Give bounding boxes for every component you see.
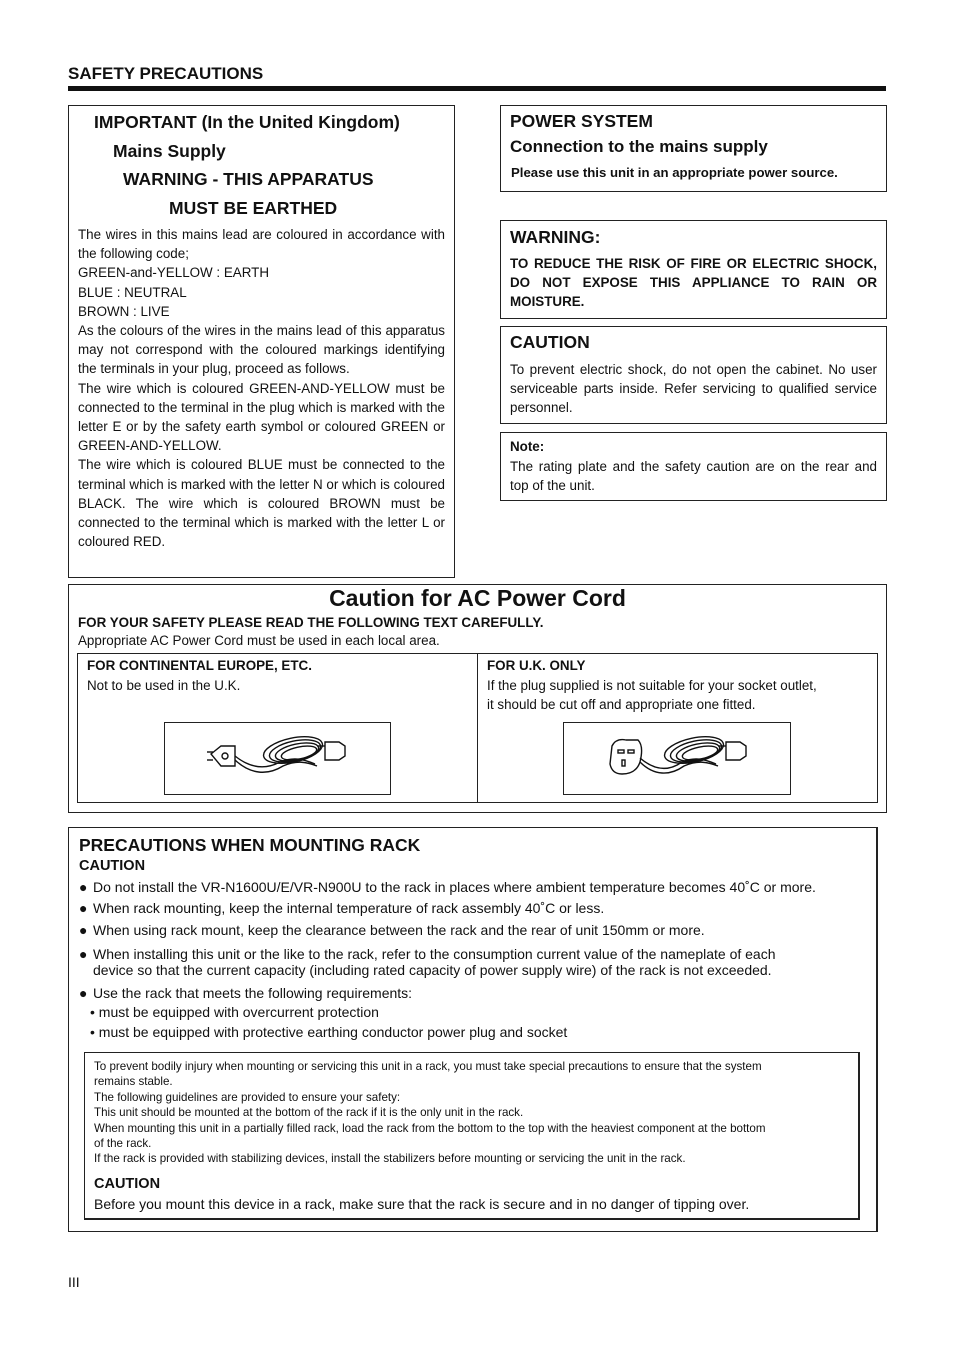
note-title: Note:: [510, 439, 545, 454]
important-code-live: BROWN : LIVE: [78, 303, 170, 319]
important-paragraph-1: The wires in this mains lead are coloured in accordance with the following code;: [78, 227, 445, 262]
section-title: SAFETY PRECAUTIONS: [68, 64, 264, 83]
uk-text-line-2: it should be cut off and appropriate one fitted.: [487, 697, 756, 712]
warning-box: [500, 220, 887, 319]
uk-power-cord-icon: [606, 728, 756, 782]
important-line-3: WARNING - THIS APPARATUS: [123, 169, 374, 189]
rack-stability-text: [94, 1059, 854, 1167]
caution-box: [500, 326, 887, 424]
power-system-box: [500, 105, 887, 192]
warning-title: WARNING:: [510, 227, 601, 247]
warning-text: TO REDUCE THE RISK OF FIRE OR ELECTRIC SHOCK, DO NOT EXPOSE THIS APPLIANCE TO RAIN OR MOISTURE.: [510, 256, 877, 310]
important-line-1: IMPORTANT (In the United Kingdom): [94, 112, 400, 132]
important-uk-box: [68, 105, 455, 578]
important-code-neutral: BLUE : NEUTRAL: [78, 284, 187, 300]
europe-text: Not to be used in the U.K.: [87, 678, 241, 693]
important-code-earth: GREEN-and-YELLOW : EARTH: [78, 265, 269, 281]
important-body: [78, 225, 445, 551]
bullet-dot-icon: ●: [79, 900, 88, 916]
europe-power-cord-icon: [205, 728, 355, 782]
ac-cord-title: Caution for AC Power Cord: [329, 585, 626, 611]
bullet-dot-icon: ●: [79, 879, 88, 895]
ac-cord-subtitle: FOR YOUR SAFETY PLEASE READ THE FOLLOWING TEXT CAREFULLY.: [78, 615, 544, 630]
rack-sub-bullet-2: • must be equipped with protective earthing conductor power plug and socket: [90, 1024, 568, 1040]
europe-title: FOR CONTINENTAL EUROPE, ETC.: [87, 658, 312, 673]
inner-caution-title: CAUTION: [94, 1176, 161, 1192]
rack-caution-label: CAUTION: [79, 858, 146, 874]
important-line-4: MUST BE EARTHED: [169, 198, 338, 218]
bullet-dot-icon: ●: [79, 985, 88, 1001]
rack-sub-bullet-1: • must be equipped with overcurrent protection: [90, 1004, 379, 1020]
rack-title: PRECAUTIONS WHEN MOUNTING RACK: [79, 835, 421, 855]
page-number: III: [68, 1274, 80, 1290]
power-system-text: Please use this unit in an appropriate power source.: [511, 165, 838, 180]
uk-text-line-1: If the plug supplied is not suitable for your socket outlet,: [487, 678, 817, 693]
stability-line-4b: of the rack.: [94, 1137, 152, 1151]
stability-line-4a: When mounting this unit in a partially filled rack, load the rack from the bottom to the top with the heaviest component at the bottom: [94, 1121, 766, 1135]
cord-table-divider: [477, 653, 478, 803]
inner-caution-text: Before you mount this device in a rack, make sure that the rack is secure and in no danger of tipping over.: [94, 1196, 750, 1212]
important-line-2: Mains Supply: [113, 141, 226, 161]
ac-cord-intro: Appropriate AC Power Cord must be used in each local area.: [78, 633, 440, 648]
caution-title: CAUTION: [510, 332, 590, 352]
important-paragraph-4: The wire which is coloured BLUE must be connected to the terminal which is marked with the letter N or which is coloured BLACK. The wire which is coloured BROWN must be connected to the terminal which is marked with the letter L or coloured RED.: [78, 457, 445, 550]
power-system-title: POWER SYSTEM: [510, 111, 653, 131]
note-box: [500, 432, 887, 501]
stability-line-1b: remains stable.: [94, 1075, 173, 1089]
caution-text: To prevent electric shock, do not open the cabinet. No user serviceable parts inside. Refer servicing to qualified service personnel.: [510, 362, 877, 416]
uk-title: FOR U.K. ONLY: [487, 658, 586, 673]
stability-line-1a: To prevent bodily injury when mounting or servicing this unit in a rack, you must take special precautions to ensure that the system: [94, 1060, 762, 1073]
header-rule: [68, 86, 886, 91]
stability-line-2: The following guidelines are provided to ensure your safety:: [94, 1090, 401, 1104]
stability-line-3: This unit should be mounted at the bottom of the rack if it is the only unit in the rack.: [94, 1106, 524, 1120]
important-paragraph-2: As the colours of the wires in the mains lead of this apparatus may not correspond with the coloured markings identifying the terminals in your plug, proceed as follows.: [78, 323, 445, 377]
bullet-dot-icon: ●: [79, 922, 88, 938]
important-paragraph-3: The wire which is coloured GREEN-AND-YELLOW must be connected to the terminal in the plug which is marked with the letter E or by the safety earth symbol or coloured GREEN or GREEN-AND-YELLOW.: [78, 380, 445, 454]
power-system-subtitle: Connection to the mains supply: [510, 137, 768, 156]
note-text: The rating plate and the safety caution are on the rear and top of the unit.: [510, 459, 877, 494]
rack-bullet-4-continued: device so that the current capacity (including rated capacity of power supply wire) of the rack is not exceeded.: [93, 962, 772, 978]
bullet-dot-icon: ●: [79, 946, 88, 962]
stability-line-5: If the rack is provided with stabilizing devices, install the stabilizers before mounting or servicing the unit in the rack.: [94, 1152, 686, 1166]
